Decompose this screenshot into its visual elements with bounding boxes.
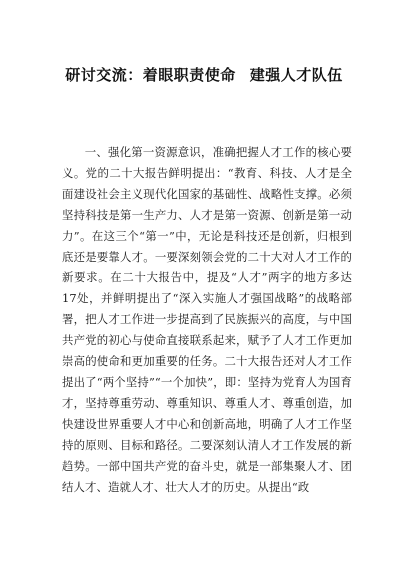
document-title xyxy=(0,64,408,85)
title-sub: 建强人才队伍 xyxy=(249,66,343,84)
title-main: 研讨交流：着眼职责使命 xyxy=(65,66,236,84)
body-paragraph: 一、强化第一资源意识，准确把握人才工作的核心要义。党的二十大报告鲜明提出：“教育、科技、人才是全面建设社会主义现代化国家的基础性、战略性支撑。必须坚持科技是第一生产力、人才是第一资源、创新是第一动力”。在这三个“第一”中，无论是科技还是创新，归根到底还是要靠人才。一要深刻领会党的二十大对人才工作的新要求。在二十大报告中，提及“人才”两字的地方多达17处，并鲜明提出了“深入实施人才强国战略”的战略部署，把人才工作进一步提高到了民族振兴的高度，与中国共产党的初心与使命直接联系起来，赋予了人才工作更加崇高的使命和更加重要的任务。二十大报告还对人才工作提出了“两个坚持”“一个加快”，即：坚持为党育人为国育才，坚持尊重劳动、尊重知识、尊重人才、尊重创造，加快建设世界重要人才中心和创新高地，明确了人才工作坚持的原则、目标和路径。二要深刻认清人才工作发展的新趋势。一部中国共产党的奋斗史，就是一部集聚人才、团结人才、造就人才、壮大人才的历史。从提出“政 xyxy=(62,145,352,494)
